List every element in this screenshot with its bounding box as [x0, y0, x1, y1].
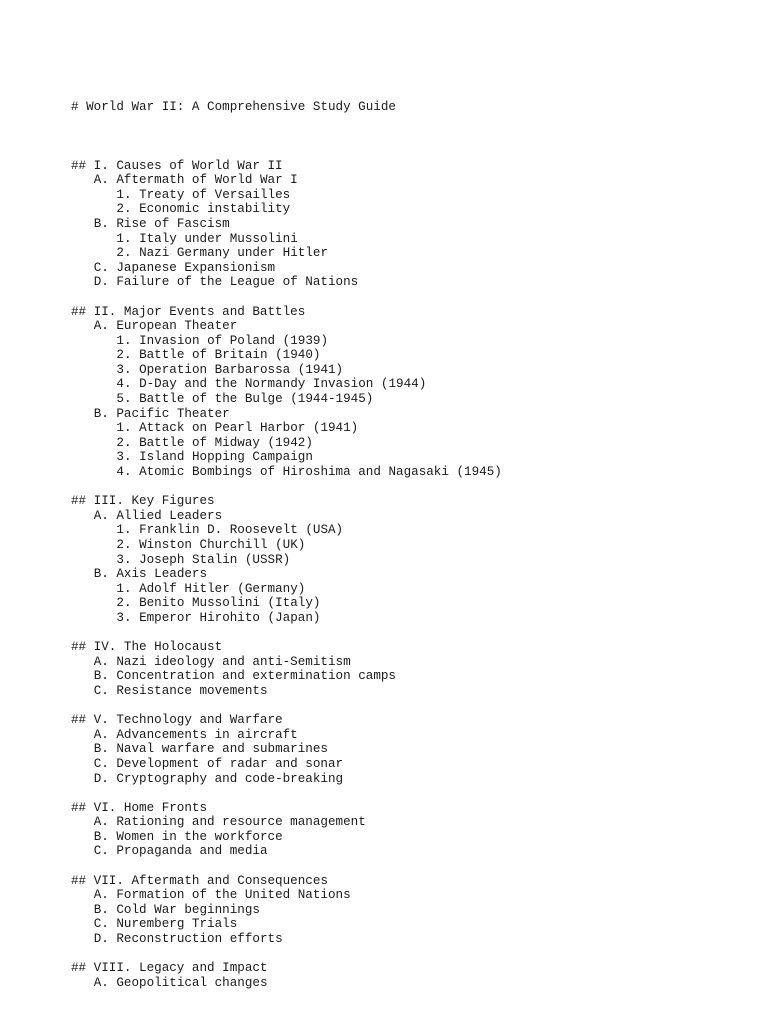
outline-item: A. Allied Leaders: [93, 508, 223, 523]
outline-subitem: 1. Italy under Mussolini: [116, 231, 298, 246]
section-heading: ## III. Key Figures: [71, 494, 215, 509]
section-heading: ## V. Technology and Warfare: [71, 713, 283, 728]
outline-item: A. European Theater: [93, 319, 238, 334]
section-heading: ## II. Major Events and Battles: [71, 304, 306, 319]
section: [71, 961, 751, 990]
outline-subitem: 1. Adolf Hitler (Germany): [116, 581, 306, 596]
outline-subitem: 3. Joseph Stalin (USSR): [116, 552, 291, 567]
outline-subitem: 1. Franklin D. Roosevelt (USA): [116, 523, 344, 538]
section: [71, 874, 751, 947]
section-heading: ## VII. Aftermath and Consequences: [71, 873, 328, 888]
outline-subitem: 1. Invasion of Poland (1939): [116, 333, 329, 348]
outline-item: B. Axis Leaders: [93, 567, 208, 582]
section: [71, 159, 751, 290]
section: [71, 494, 751, 625]
section-list: [71, 159, 751, 991]
outline-item: D. Reconstruction efforts: [93, 932, 283, 947]
outline-subitem: 1. Treaty of Versailles: [116, 187, 291, 202]
document-body: [71, 71, 751, 1005]
outline-subitem: 2. Nazi Germany under Hitler: [116, 246, 329, 261]
outline-subitem: 2. Winston Churchill (UK): [116, 538, 306, 552]
section-heading: ## VI. Home Fronts: [71, 800, 208, 815]
section-heading: ## VIII. Legacy and Impact: [71, 961, 268, 976]
outline-item: A. Aftermath of World War I: [93, 173, 298, 188]
section: [71, 713, 751, 786]
outline-item: C. Nuremberg Trials: [93, 917, 238, 932]
outline-subitem: 3. Island Hopping Campaign: [116, 450, 313, 465]
outline-item: A. Nazi ideology and anti-Semitism: [93, 654, 351, 669]
outline-item: A. Geopolitical changes: [93, 975, 268, 990]
outline-item: A. Advancements in aircraft: [93, 727, 298, 742]
section-heading: ## IV. The Holocaust: [71, 640, 223, 655]
section: [71, 640, 751, 698]
outline-subitem: 3. Operation Barbarossa (1941): [116, 362, 344, 377]
section: [71, 801, 751, 859]
outline-subitem: 1. Attack on Pearl Harbor (1941): [116, 421, 359, 436]
section: [71, 305, 751, 480]
outline-item: B. Rise of Fascism: [93, 216, 230, 231]
outline-item: B. Naval warfare and submarines: [93, 742, 328, 757]
outline-item: B. Pacific Theater: [93, 406, 230, 421]
outline-item: A. Rationing and resource management: [93, 815, 366, 830]
outline-item: B. Concentration and extermination camps: [93, 669, 396, 684]
outline-item: C. Resistance movements: [93, 683, 268, 698]
section-heading: ## I. Causes of World War II: [71, 158, 283, 173]
outline-subitem: 2. Battle of Britain (1940): [116, 348, 321, 363]
outline-subitem: 5. Battle of the Bulge (1944-1945): [116, 392, 374, 407]
outline-subitem: 2. Economic instability: [116, 202, 291, 217]
outline-subitem: 2. Benito Mussolini (Italy): [116, 596, 321, 611]
outline-item: C. Japanese Expansionism: [93, 260, 276, 275]
outline-item: D. Failure of the League of Nations: [93, 275, 359, 290]
outline-subitem: 3. Emperor Hirohito (Japan): [116, 610, 321, 625]
outline-item: B. Women in the workforce: [93, 829, 283, 844]
document-title: # World War II: A Comprehensive Study Guide: [71, 100, 396, 115]
outline-item: D. Cryptography and code-breaking: [93, 771, 344, 786]
outline-subitem: 4. Atomic Bombings of Hiroshima and Nagasaki (1945): [116, 465, 502, 480]
outline-subitem: 2. Battle of Midway (1942): [116, 435, 313, 450]
outline-item: B. Cold War beginnings: [93, 902, 260, 917]
outline-item: C. Development of radar and sonar: [93, 756, 344, 771]
outline-subitem: 4. D-Day and the Normandy Invasion (1944): [116, 377, 427, 392]
outline-item: C. Propaganda and media: [93, 844, 268, 859]
outline-item: A. Formation of the United Nations: [93, 888, 351, 903]
